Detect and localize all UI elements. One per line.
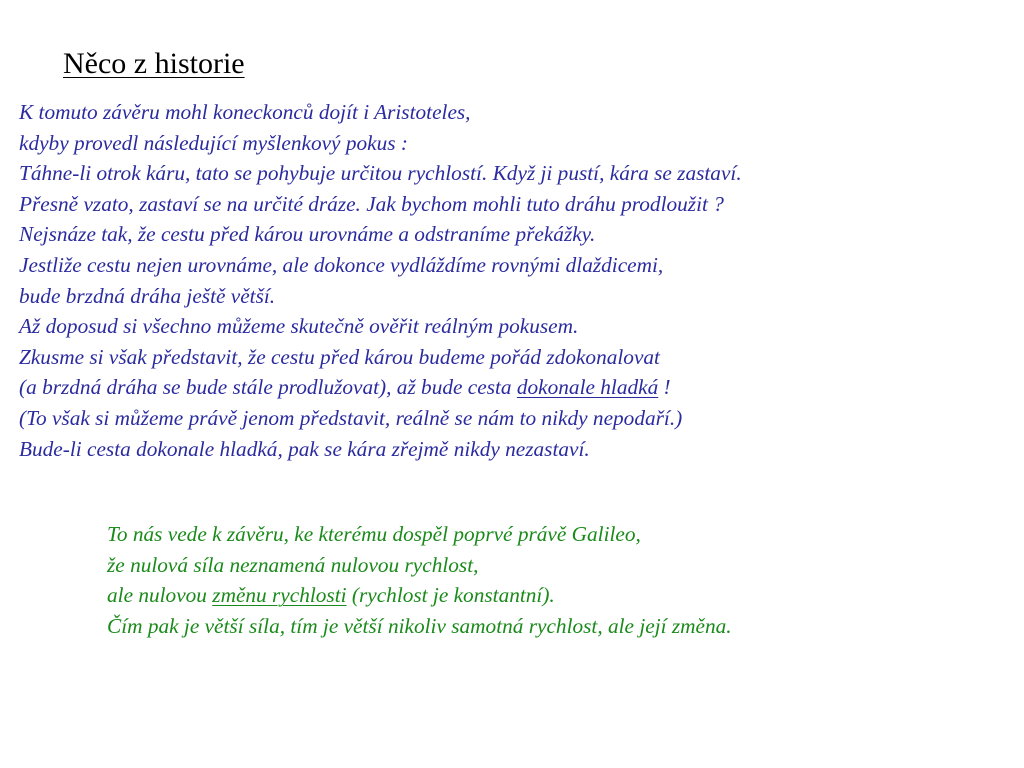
- paragraph-line: (To však si můžeme právě jenom představit, reálně se nám to nikdy nepodaří.): [19, 405, 683, 430]
- paragraph-line: Jestliže cestu nejen urovnáme, ale dokonce vydláždíme rovnými dlaždicemi,: [19, 252, 664, 277]
- paragraph-line: kdyby provedl následující myšlenkový pokus :: [19, 130, 408, 155]
- paragraph-line: Zkusme si však představit, že cestu před károu budeme pořád zdokonalovat: [19, 344, 660, 369]
- line-text-after: !: [658, 375, 671, 400]
- paragraph-line: Až doposud si všechno můžeme skutečně ověřit reálným pokusem.: [19, 314, 579, 339]
- aristotle-paragraph: [19, 97, 1009, 464]
- conclusion-line-velocity-change: [107, 580, 1007, 611]
- conclusion-line: Čím pak je větší síla, tím je větší nikoliv samotná rychlost, ale její změna.: [107, 613, 732, 638]
- underlined-term-velocity-change: změnu rychlosti: [212, 583, 347, 608]
- paragraph-line: Bude-li cesta dokonale hladká, pak se kára zřejmě nikdy nezastaví.: [19, 436, 590, 461]
- slide-title: Něco z historie: [63, 47, 245, 80]
- line-text-after: (rychlost je konstantní).: [346, 583, 555, 608]
- galileo-conclusion: [107, 519, 1007, 641]
- paragraph-line: bude brzdná dráha ještě větší.: [19, 283, 276, 308]
- paragraph-line-smooth-road: [19, 372, 1009, 403]
- paragraph-line: K tomuto závěru mohl koneckonců dojít i Aristoteles,: [19, 100, 471, 124]
- paragraph-line: Přesně vzato, zastaví se na určité dráze. Jak bychom mohli tuto dráhu prodloužit ?: [19, 191, 724, 216]
- paragraph-line: Nejsnáze tak, že cestu před károu urovnáme a odstraníme překážky.: [19, 222, 596, 247]
- conclusion-line: To nás vede k závěru, ke kterému dospěl poprvé právě Galileo,: [107, 522, 641, 546]
- line-text-before: (a brzdná dráha se bude stále prodlužovat), až bude cesta: [19, 375, 517, 400]
- conclusion-line: že nulová síla neznamená nulovou rychlost,: [107, 552, 479, 577]
- paragraph-line: Táhne-li otrok káru, tato se pohybuje určitou rychlostí. Když ji pustí, kára se zastaví.: [19, 161, 742, 186]
- line-text-before: ale nulovou: [107, 583, 213, 608]
- underlined-term-perfectly-smooth: dokonale hladká: [516, 375, 659, 400]
